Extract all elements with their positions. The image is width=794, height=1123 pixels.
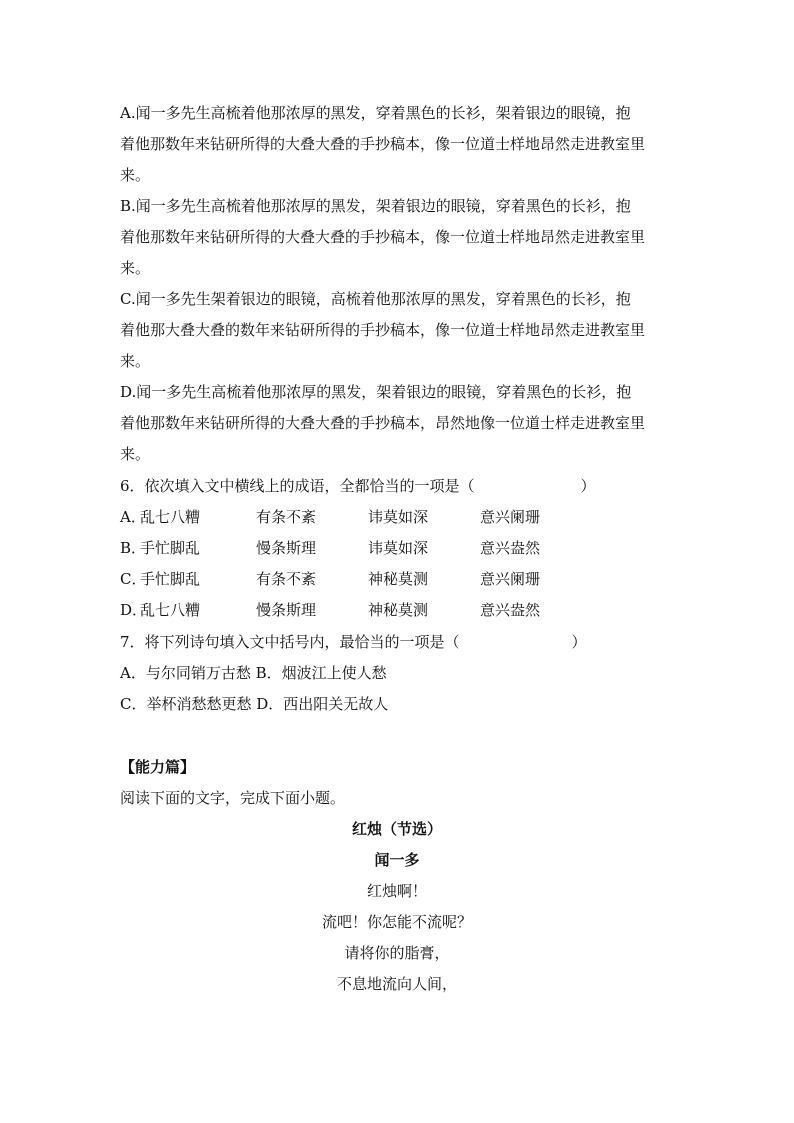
question-7-options-row-1: A．与尔同销万古愁 B．烟波江上使人愁 <box>120 664 387 682</box>
option-a-line-2: 着他那数年来钻研所得的大叠大叠的手抄稿本，像一位道士样地昂然走进教室里 <box>120 135 646 153</box>
option-b-line-1: B.闻一多先生高梳着他那浓厚的黑发，架着银边的眼镜，穿着黑色的长衫，抱 <box>120 197 631 215</box>
option-a-line-3: 来。 <box>120 166 151 184</box>
question-6-stem: 6．依次填入文中横线上的成语，全都恰当的一项是（ ） <box>120 477 596 495</box>
option-d-letter: D. <box>120 383 137 401</box>
option-d-line-3: 来。 <box>120 445 151 463</box>
poem-line: 流吧！你怎能不流呢？ <box>321 913 472 931</box>
option-c-line-2: 着他那大叠大叠的数年来钻研所得的手抄稿本，像一位道士样地昂然走进教室里 <box>120 321 646 339</box>
option-d-line-2: 着他那数年来钻研所得的大叠大叠的手抄稿本，昂然地像一位道士样走进教室里 <box>120 414 646 432</box>
option-a-line-1: A.闻一多先生高梳着他那浓厚的黑发，穿着黑色的长衫，架着银边的眼镜，抱 <box>120 104 631 122</box>
option-c-letter: C. <box>120 290 136 308</box>
document-page: A.闻一多先生高梳着他那浓厚的黑发，穿着黑色的长衫，架着银边的眼镜，抱 着他那数年来钻研所得的大叠大叠的手抄稿本，像一位道士样地昂然走进教室里 来。 B.闻一多先生高梳着他那浓厚的黑发，架着银边的眼镜，穿着黑色的长衫，抱 着他那数年来钻研所得的大叠大叠的手抄稿本，像一位道士样地昂然走进教室里 来。 C.闻一多先生架着银边的眼镜，高梳着他那浓厚的黑发，穿着黑色的长衫，抱 着他那大叠大叠的数年来钻研所得的手抄稿本，像一位道士样地昂然走进教室里 来。 D.闻一多先生高梳着他那浓厚的黑发，架着银边的眼镜，穿着黑色的长衫，抱 着他那数年来钻研所得的大叠大叠的手抄稿本，昂然地像一位道士样走进教室里 来。 6．依次填入文中横线上的成语，全都恰当的一项是（ ） A． 乱七八糟 有条不紊 讳莫如深 意兴阑珊 B． 手忙脚乱 慢条斯理 讳莫如深 意兴盎然 C． 手忙脚乱 有条不紊 神秘莫测 意兴阑珊 D． 乱七八糟 慢条斯理 神秘莫测 意兴盎然 7．将下列诗句填入文中括号内，最恰当的一项是（ ） A．与尔同销万古愁 B．烟波江上使人愁 C．举杯消愁愁更愁 D．西出阳关无故人 【能力篇】 阅读下面的文字，完成下面小题。 红烛（节选） 闻一多 红烛啊！ 流吧！你怎能不流呢？ 请将你的脂膏， 不息地流向人间， <box>0 0 794 1123</box>
section-instruction: 阅读下面的文字，完成下面小题。 <box>120 789 346 807</box>
poem-line: 不息地流向人间， <box>336 975 457 993</box>
poem-title: 红烛（节选） <box>351 820 442 838</box>
poem-line: 请将你的脂膏， <box>344 944 450 962</box>
poem-line: 红烛啊！ <box>366 882 427 900</box>
section-heading: 【能力篇】 <box>120 758 196 776</box>
option-c-line-3: 来。 <box>120 352 151 370</box>
question-7-options-row-2: C．举杯消愁愁更愁 D．西出阳关无故人 <box>120 695 389 713</box>
option-b-line-2: 着他那数年来钻研所得的大叠大叠的手抄稿本，像一位道士样地昂然走进教室里 <box>120 228 646 246</box>
option-c-line-1: C.闻一多先生架着银边的眼镜，高梳着他那浓厚的黑发，穿着黑色的长衫，抱 <box>120 290 631 308</box>
poem-author: 闻一多 <box>374 851 420 869</box>
option-b-line-3: 来。 <box>120 259 151 277</box>
option-a-letter: A. <box>120 104 136 122</box>
question-7-stem: 7．将下列诗句填入文中括号内，最恰当的一项是（ ） <box>120 633 587 651</box>
option-d-line-1: D.闻一多先生高梳着他那浓厚的黑发，架着银边的眼镜，穿着黑色的长衫，抱 <box>120 383 632 401</box>
option-b-letter: B. <box>120 197 136 215</box>
